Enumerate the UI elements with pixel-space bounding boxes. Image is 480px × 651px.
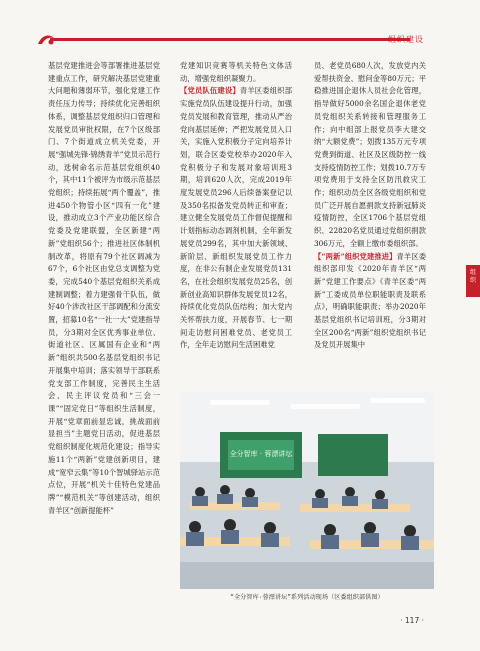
page-number: · 117 · — [400, 616, 424, 625]
column-3-body-1: 员、老党员680人次，发放党内关爱帮扶资金、慰问金等80万元；平稳推进国企退休人员社会化管理，指导做好5000余名国企退休老党员党组织关系转接和管理服务工作；向中组部上报党员李大建交纳“大额党费”；划拨135万元专项党费到街道、社区及区级防控一线支持疫情防控工作；划拨10.7万专项党费用于支持全区防汛救灾工作；组织动员全区各级党组织和党员广泛开展自愿捐款支持新冠肺炎疫情防控，全区1706个基层党组织、22820名党员通过党组织捐款306万元，全额上缴市委组织部。 — [314, 61, 426, 248]
column-3 — [314, 60, 426, 352]
column-2-intro: 党建知识竞赛等机关特色文体活动，增强党组织凝聚力。 — [180, 61, 292, 83]
header-rule — [0, 38, 410, 42]
event-photo — [180, 392, 434, 589]
screen-title: 全分智库 · 蓉漂讲坛 — [229, 450, 293, 458]
column-2-body: 青羊区委组织部实施党员队伍建设提升行动，加强党员发展和教育管理，推动从严治党向基层延伸；严把发展党员入口关，实施入党积极分子定向培养计划，联合区委党校举办2020年入党积极分子和发展对象培训班3期，培训620人次，完成2019年度发展党员296人后续备案登记以及350名拟备发党员转正和审查；建立健全发展党员工作督促提醒和计划指标动态调剂机制，全年新发展党员299名，其中加大新领域、新阶层、新组织发展党员工作力度，在非公有制企业发展党员131名，在社会组织发展党员25名，创新创业高知识群体发展党员12名，持续优化党员队伍结构；加大党内关怀帮扶力度，开展春节、七一期间走访慰问困难党员、老党员工作，全年走访慰问生活困难党 — [180, 86, 293, 350]
section-label: 组织建设 — [388, 35, 424, 44]
party-logo-icon — [36, 32, 56, 46]
section-title-party-members: 【党员队伍建设】 — [180, 86, 240, 96]
side-tab: 组 织 — [466, 265, 480, 297]
column-1: 基层党建推进会等部署推进基层党建重点工作，研究解决基层党建重大问题和薄弱环节，强化党建工作责任压力传导；持续优化完善组织体系，调整基层党组织归口管理和发展党员审批权限，在7个区级部门、7个街道成立机关党委，开展“强城先锋·锦绣青羊”党员示范行动，选树命名示范基层党组织40个，其中11个被评为市级示范基层党组织；持续拓展“两个覆盖”，推进450个物管小区“四有一化”建设，推动成立3个产业功能区综合党委及党建联盟，全区新建“两新”党组织56个；推进社区体制机制改革，将原有79个社区调减为67个，6个社区由党总支调整为党委，完成540个基层党组织关系成建制调整；着力建强骨干队伍，做好40个涉改社区干部调配和分流安置，招募10名“一社一大”党建指导员，分3期对全区优秀事业单位、街道社区、区属国有企业和“两新”组织共500名基层党组织书记开展集中培训；落实领导干部联系党支部工作制度，完善民主生活会、民主评议党员和“三会一课”“固定党日”等组织生活制度，开展“党章面前显忠诚，挑战面前显担当”主题党日活动，促进基层党组织制度化规范化建设；指导实施11个“两新”党建创新项目，建成“宽窄云集”等10个智城驿站示范点位，开展“机关十佳特色党建品牌”“模范机关”等创建活动，组织青羊区“创新提能杯” — [48, 61, 160, 515]
photo-caption: “全分智库·蓉漂讲坛”系列活动现场（区委组织部供图） — [230, 594, 384, 601]
section-title-two-new: 【“两新”组织党建推进】 — [314, 251, 397, 261]
column-2 — [180, 60, 292, 352]
column-3-body-2: 青羊区委组织部印发《2020年青羊区“两新”党建工作要点》《青羊区委“两新”工委成员单位职能职责及联系点》，明确职能职责；举办2020年基层党组织书记培训班，分3期对全区200名“两新”组织党组织书记及党员开展集中 — [314, 251, 426, 350]
